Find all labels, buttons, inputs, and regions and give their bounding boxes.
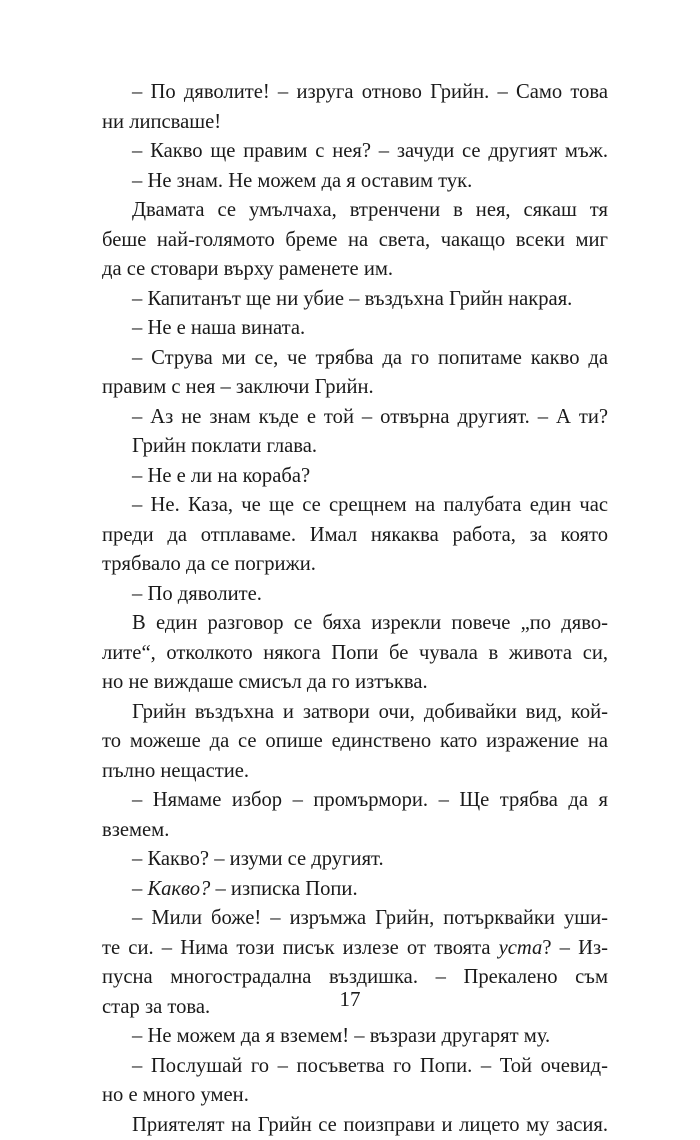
text-line: В един разговор се бяха изрекли повече „по дяво-: [102, 609, 608, 639]
text-line: – По дяволите.: [102, 580, 608, 610]
text-line: Приятелят на Грийн се поизправи и лицето му засия.: [102, 1111, 608, 1140]
text-line: пусна многострадална въздишка. – Прекалено съм: [102, 963, 608, 993]
text-line: Двамата се умълчаха, втренчени в нея, сякаш тя: [102, 196, 608, 226]
italic-word: Какво?: [147, 878, 210, 900]
text-line: – Аз не знам къде е той – отвърна другият. – А ти?: [102, 403, 608, 433]
dialogue-dash: –: [132, 878, 147, 900]
line-segment: те си. – Нима този писък излезе от твоята: [102, 937, 499, 959]
text-line: трябвало да се погрижи.: [102, 550, 608, 580]
text-line: да се стовари върху раменете им.: [102, 255, 608, 285]
text-line: – Не. Каза, че ще се срещнем на палубата един час: [102, 491, 608, 521]
body-text: [102, 78, 608, 1140]
text-line: – Не можем да я вземем! – възрази другарят му.: [102, 1022, 608, 1052]
text-line: но е много умен.: [102, 1081, 608, 1111]
text-line: – Какво ще правим с нея? – зачуди се другият мъж.: [102, 137, 608, 167]
text-line: [102, 875, 608, 905]
text-line: – Мили боже! – изръмжа Грийн, потърквайки уши-: [102, 904, 608, 934]
dialogue-tag: – изписка Попи.: [210, 878, 357, 900]
text-line: – Не е ли на кораба?: [102, 462, 608, 492]
text-line: – Не е наша вината.: [102, 314, 608, 344]
text-line: преди да отплаваме. Имал някаква работа, за която: [102, 521, 608, 551]
text-line: [102, 934, 608, 964]
text-line: – Какво? – изуми се другият.: [102, 845, 608, 875]
page-number: 17: [0, 987, 700, 1012]
text-line: правим с нея – заключи Грийн.: [102, 373, 608, 403]
line-segment: ? – Из-: [542, 937, 608, 959]
text-line: – Не знам. Не можем да я оставим тук.: [102, 167, 608, 197]
italic-word: уста: [499, 937, 543, 959]
text-line: лите“, отколкото някога Попи бе чувала в живота си,: [102, 639, 608, 669]
text-line: – Нямаме избор – промърмори. – Ще трябва да я: [102, 786, 608, 816]
text-line: вземем.: [102, 816, 608, 846]
text-line: – Капитанът ще ни убие – въздъхна Грийн накрая.: [102, 285, 608, 315]
text-line: беше най-голямото бреме на света, чакащо всеки миг: [102, 226, 608, 256]
text-line: но не виждаше смисъл да го изтъква.: [102, 668, 608, 698]
text-line: то можеше да се опише единствено като изражение на: [102, 727, 608, 757]
text-line: Грийн въздъхна и затвори очи, добивайки вид, кой-: [102, 698, 608, 728]
text-line: – Послушай го – посъветва го Попи. – Той очевид-: [102, 1052, 608, 1082]
text-line: – По дяволите! – изруга отново Грийн. – Само това: [102, 78, 608, 108]
text-line: пълно нещастие.: [102, 757, 608, 787]
text-line: ни липсваше!: [102, 108, 608, 138]
text-line: стар за това.: [102, 993, 608, 1023]
text-line: Грийн поклати глава.: [102, 432, 608, 462]
text-line: – Струва ми се, че трябва да го попитаме какво да: [102, 344, 608, 374]
